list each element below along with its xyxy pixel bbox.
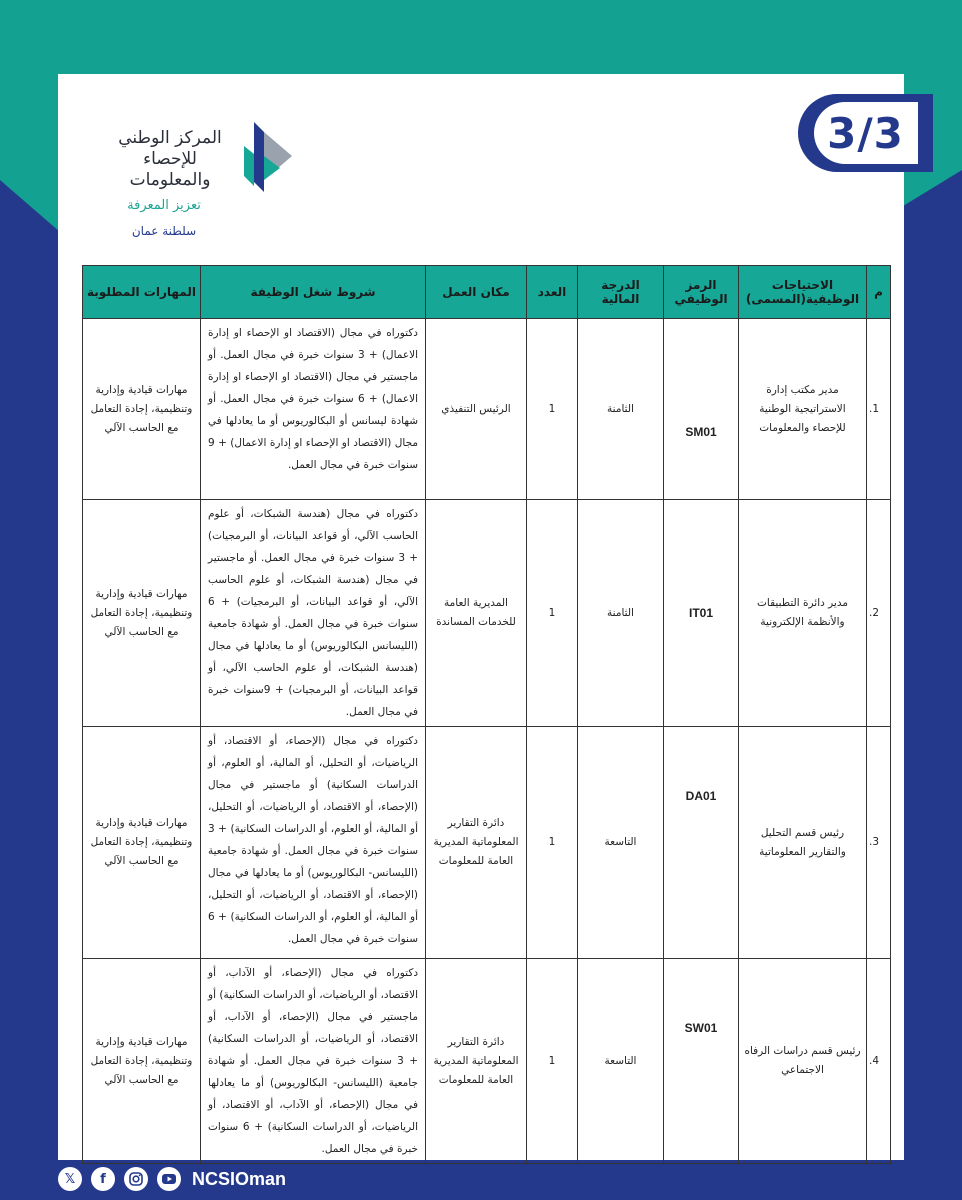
row-conditions: دكتوراه في مجال (هندسة الشبكات، أو علوم الحاسب الآلي، أو قواعد البيانات، أو البرمجيات) + 3 سنوات خبرة في مجال العمل. أو ماجستير في مجال (هندسة الشبكات، أو علوم الحاسب الآلي، أو قواعد البيانات، أو البرمجيات) + 6 سنوات خبرة في مجال العمل. أو شهادة جامعية (الليسانس البكالوريوس) أو ما يعادلها في مجال (هندسة الشبكات، أو علوم الحاسب الآلي، أو قواعد البيانات، أو البرمجيات) + 9سنوات خبرة في مجال العمل. [201, 500, 426, 727]
header-place: مكان العمل [426, 266, 527, 319]
row-place: الرئيس التنفيذي [426, 319, 527, 500]
row-num: 1. [867, 319, 891, 500]
logo-mark-icon [240, 122, 296, 192]
row-conditions: دكتوراه في مجال (الإحصاء، أو الاقتصاد، أو الرياضيات، أو التحليل، أو المالية، أو العلوم، أو الدراسات السكانية) أو ماجستير في مجال (الإحصاء، أو الاقتصاد، أو الرياضيات، أو التحليل، أو المالية، أو العلوم، أو الدراسات السكانية) + 3 سنوات خبرة في مجال العمل. أو شهادة جامعية (الليسانس- البكالوريوس) أو ما يعادلها في مجال (الإحصاء، أو الاقتصاد، أو الرياضيات، أو التحليل، أو المالية، أو العلوم، أو الدراسات السكانية) + 6 سنوات خبرة في مجال العمل. [201, 727, 426, 959]
row-count: 1 [527, 500, 578, 727]
table-row [83, 319, 891, 500]
ncsi-logo [100, 122, 300, 242]
row-num: 4. [867, 959, 891, 1164]
row-grade: الثامنة [578, 319, 664, 500]
row-place: دائرة التقارير المعلوماتية المديرية العامة للمعلومات [426, 959, 527, 1164]
row-title: مدير دائرة التطبيقات والأنظمة الإلكترونية [739, 500, 867, 727]
row-code: SW01 [664, 959, 739, 1164]
row-place: المديرية العامة للخدمات المساندة [426, 500, 527, 727]
row-conditions: دكتوراه في مجال (الاقتصاد او الإحصاء او إدارة الاعمال) + 3 سنوات خبرة في مجال العمل. أو ماجستير في مجال (الاقتصاد او الإحصاء او إدارة الاعمال) + 6 سنوات خبرة في مجال العمل. أو شهادة ليسانس أو البكالوريوس أو ما يعادلها في مجال (الاقتصاد او الإحصاء او إدارة الاعمال) + 9 سنوات خبرة في مجال العمل. [201, 319, 426, 500]
header-num: م [867, 266, 891, 319]
facebook-icon[interactable]: f [91, 1167, 115, 1191]
header-conditions: شروط شغل الوظيفة [201, 266, 426, 319]
row-grade: التاسعة [578, 959, 664, 1164]
row-conditions: دكتوراه في مجال (الإحصاء، أو الآداب، أو الاقتصاد، أو الرياضيات، أو الدراسات السكانية) أو ماجستير في مجال (الإحصاء، أو الآداب، أو الاقتصاد، أو الرياضيات، أو الدراسات السكانية) + 3 سنوات خبرة في مجال العمل. أو شهادة جامعية (الليسانس- البكالوريوس) أو ما يعادلها في مجال (الإحصاء، أو الآداب، أو الاقتصاد، أو الرياضيات، أو الدراسات السكانية) + 6 سنوات خبرة في مجال العمل. [201, 959, 426, 1164]
logo-name-line-2: للإحصاء [143, 149, 197, 169]
row-code: DA01 [664, 727, 739, 959]
row-title: مدير مكتب إدارة الاستراتيجية الوطنية للإحصاء والمعلومات [739, 319, 867, 500]
row-title: رئيس قسم التحليل والتقارير المعلوماتية [739, 727, 867, 959]
youtube-icon[interactable] [157, 1167, 181, 1191]
logo-name [100, 128, 240, 191]
row-skills: مهارات قيادية وإدارية وتنظيمية، إجادة التعامل مع الحاسب الآلي [83, 319, 201, 500]
row-grade: الثامنة [578, 500, 664, 727]
header-code: الرمز الوظيفي [664, 266, 739, 319]
page-number-badge [798, 94, 933, 172]
row-grade: التاسعة [578, 727, 664, 959]
row-skills: مهارات قيادية وإدارية وتنظيمية، إجادة التعامل مع الحاسب الآلي [83, 727, 201, 959]
logo-country: سلطنة عمان [131, 224, 197, 238]
row-title: رئيس قسم دراسات الرفاه الاجتماعي [739, 959, 867, 1164]
social-handle[interactable]: NCSIOman [192, 1168, 287, 1189]
row-count: 1 [527, 319, 578, 500]
logo-slogan: تعزيز المعرفة [127, 198, 201, 213]
table-row [83, 959, 891, 1164]
x-icon[interactable]: 𝕏 [58, 1167, 82, 1191]
row-code: IT01 [664, 500, 739, 727]
jobs-table [82, 265, 891, 1164]
row-count: 1 [527, 959, 578, 1164]
row-skills: مهارات قيادية وإدارية وتنظيمية، إجادة التعامل مع الحاسب الآلي [83, 500, 201, 727]
social-footer [58, 1164, 286, 1194]
row-code: SM01 [664, 319, 739, 500]
header-count: العدد [527, 266, 578, 319]
row-place: دائرة التقارير المعلوماتية المديرية العامة للمعلومات [426, 727, 527, 959]
header-skills: المهارات المطلوبة [83, 266, 201, 319]
logo-name-line-3: والمعلومات [129, 170, 211, 190]
header-title: الاحتياجات الوظيفية(المسمى) [739, 266, 867, 319]
table-row [83, 500, 891, 727]
page-number: 3/3 [814, 102, 918, 164]
instagram-icon[interactable] [124, 1167, 148, 1191]
row-num: 3. [867, 727, 891, 959]
table-row [83, 727, 891, 959]
table-header-row [83, 266, 891, 319]
logo-name-line-1: المركز الوطني [118, 128, 222, 148]
row-num: 2. [867, 500, 891, 727]
row-count: 1 [527, 727, 578, 959]
row-skills: مهارات قيادية وإدارية وتنظيمية، إجادة التعامل مع الحاسب الآلي [83, 959, 201, 1164]
header-grade: الدرجة المالية [578, 266, 664, 319]
